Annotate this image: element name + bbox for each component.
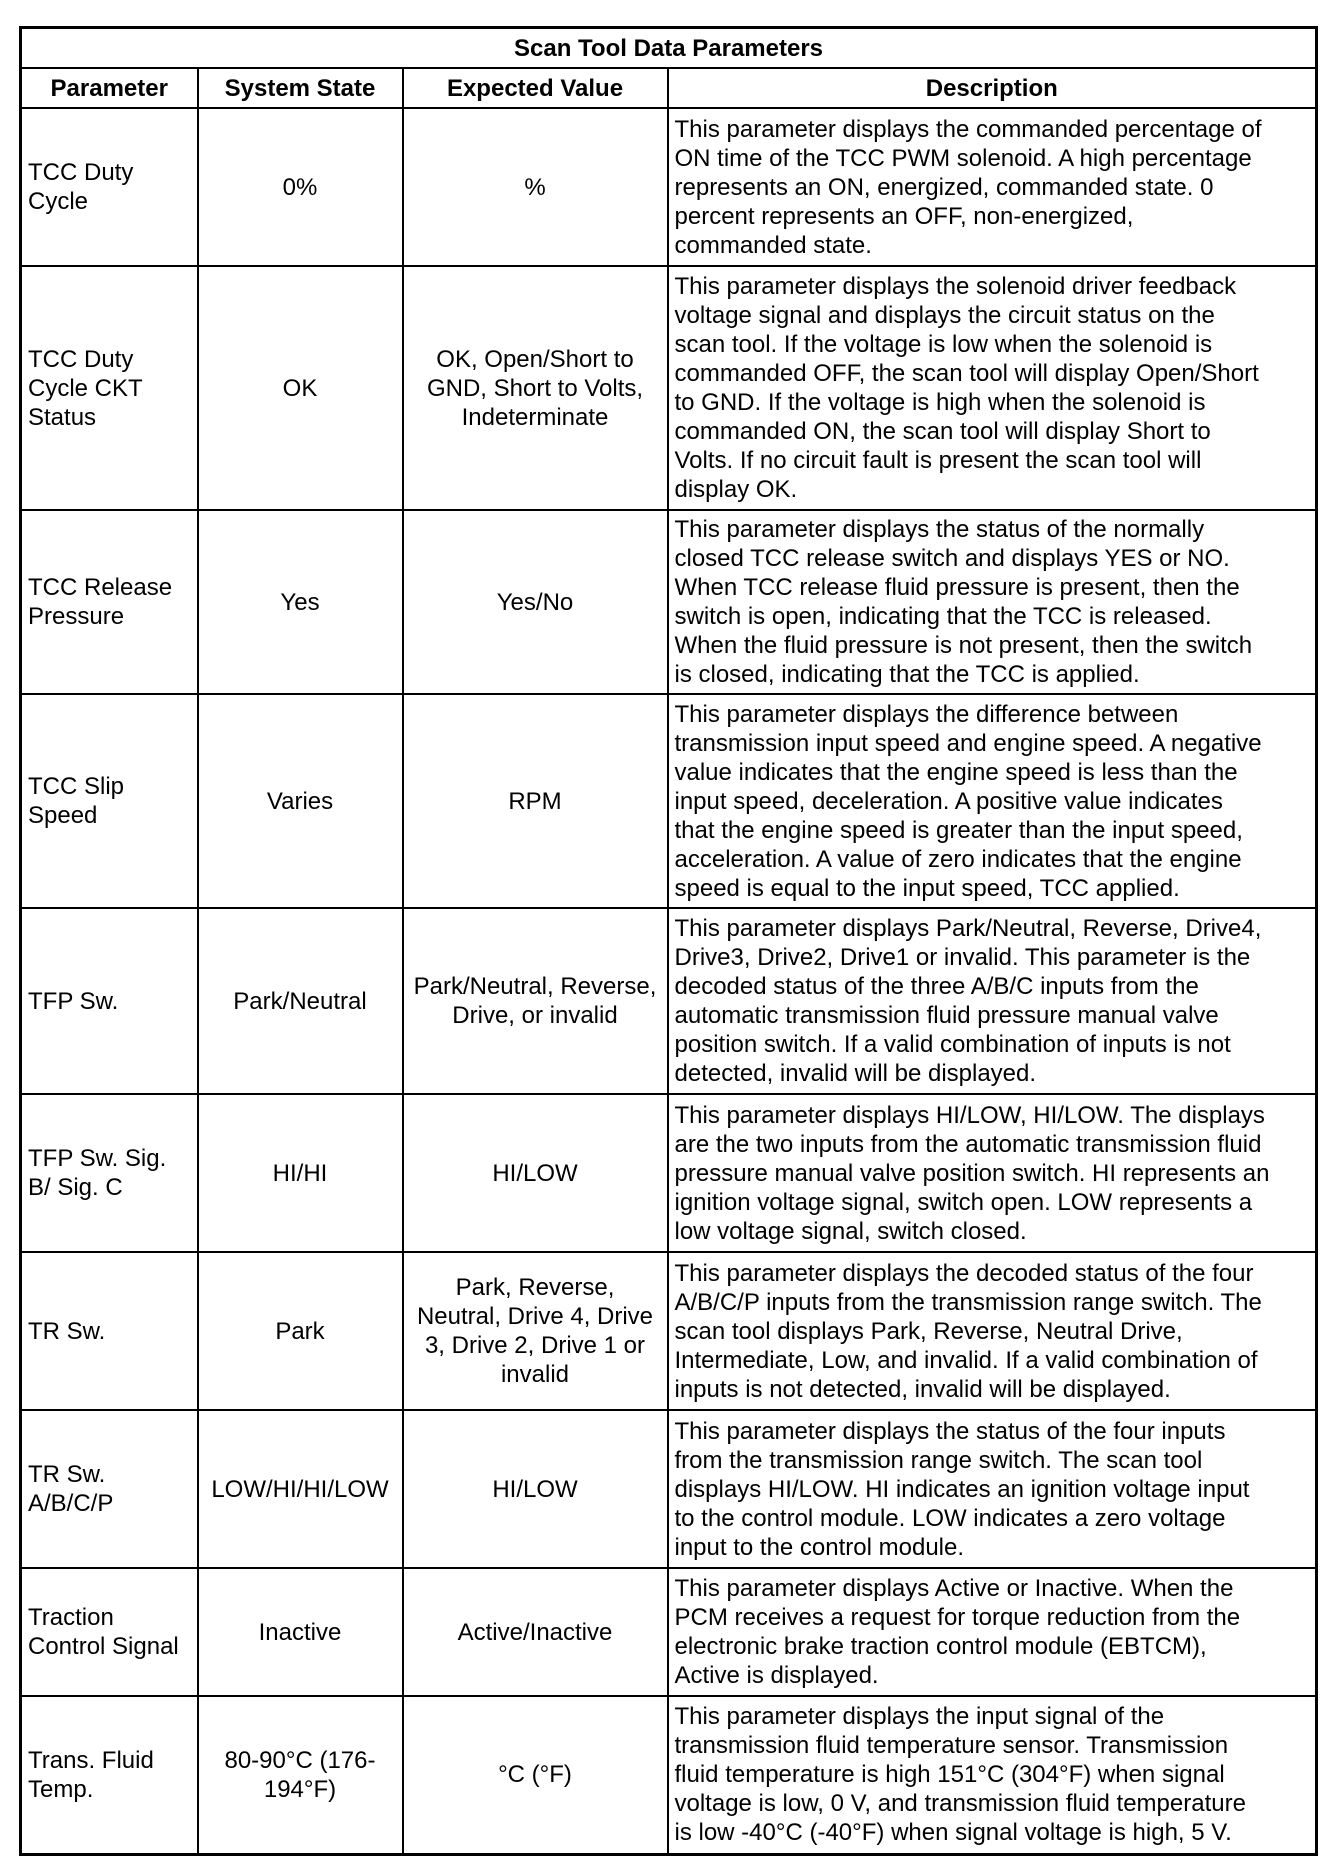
parameter-cell: [21, 1696, 198, 1854]
table-row: [21, 908, 1317, 1094]
parameter-cell: [21, 510, 198, 694]
parameter-cell: [21, 108, 198, 266]
description-cell: [668, 510, 1317, 694]
parameter-cell: [21, 1568, 198, 1696]
table-row: [21, 1252, 1317, 1410]
table-row: [21, 510, 1317, 694]
expected-value-cell: [403, 908, 668, 1094]
description-cell: [668, 1094, 1317, 1252]
system-state-cell: [198, 694, 403, 908]
expected-value-cell: [403, 694, 668, 908]
parameter-text: TFP Sw.: [28, 987, 119, 1015]
description-cell: [668, 1410, 1317, 1568]
expected-value-cell: [403, 1696, 668, 1854]
system-state-cell: [198, 1696, 403, 1854]
description-cell: [668, 108, 1317, 266]
description-cell: [668, 266, 1317, 510]
description-cell: [668, 1696, 1317, 1854]
system-state-cell: [198, 108, 403, 266]
expected-value-cell: [403, 510, 668, 694]
scan-tool-data-table: [19, 26, 1318, 1856]
parameter-cell: [21, 1094, 198, 1252]
expected-value-text: HI/LOW: [492, 1159, 578, 1187]
parameter-text: TR Sw.: [28, 1317, 106, 1345]
description-text: This parameter displays the commanded percentage of ON time of the TCC PWM solenoid. A high percentage represents an ON, energized, commanded state. 0 percent represents an OFF, non-energized, commanded state.: [674, 115, 1262, 259]
parameter-text: TCC Duty Cycle: [28, 159, 134, 215]
system-state-text: 0%: [282, 173, 318, 201]
table-row: [21, 1696, 1317, 1854]
parameter-cell: [21, 1410, 198, 1568]
system-state-cell: [198, 1410, 403, 1568]
table-row: [21, 266, 1317, 510]
system-state-text: Inactive: [258, 1618, 342, 1646]
system-state-text: HI/HI: [272, 1159, 328, 1187]
description-text: This parameter displays Park/Neutral, Reverse, Drive4, Drive3, Drive2, Drive1 or invalid. This parameter is the decoded status of the three A/B/C inputs from the automatic transmission fluid pressure manual valve position switch. If a valid combination of inputs is not detected, invalid will be displayed.: [674, 915, 1262, 1087]
description-cell: [668, 694, 1317, 908]
description-cell: [668, 1252, 1317, 1410]
parameter-text: Trans. Fluid Temp.: [28, 1746, 154, 1803]
table-title: Scan Tool Data Parameters: [21, 28, 1317, 69]
header-parameter: Parameter: [21, 68, 198, 108]
description-cell: [668, 908, 1317, 1094]
parameter-text: TFP Sw. Sig. B/ Sig. C: [28, 1145, 167, 1201]
table-row: [21, 108, 1317, 266]
system-state-cell: [198, 1252, 403, 1410]
table-row: [21, 694, 1317, 908]
description-text: This parameter displays the status of the normally closed TCC release switch and displays YES or NO. When TCC release fluid pressure is present, then the switch is open, indicating that the TCC is released. When the fluid pressure is not present, then the switch is closed, indicating that the TCC is applied.: [674, 516, 1253, 688]
description-cell: [668, 1568, 1317, 1696]
expected-value-text: Yes/No: [496, 588, 574, 616]
expected-value-cell: [403, 266, 668, 510]
description-text: This parameter displays the solenoid driver feedback voltage signal and displays the circuit status on the scan tool. If the voltage is low when the solenoid is commanded OFF, the scan tool will display Open/Short to GND. If the voltage is high when the solenoid is commanded ON, the scan tool will display Short to Volts. If no circuit fault is present the scan tool will display OK.: [674, 273, 1259, 503]
expected-value-cell: [403, 1568, 668, 1696]
system-state-text: Park: [275, 1317, 325, 1345]
expected-value-cell: [403, 1252, 668, 1410]
system-state-text: 80-90°C (176- 194°F): [224, 1746, 376, 1803]
table-title-row: [21, 28, 1317, 69]
description-text: This parameter displays the decoded status of the four A/B/C/P inputs from the transmission range switch. The scan tool displays Park, Reverse, Neutral Drive, Intermediate, Low, and invalid. If a valid combination of inputs is not detected, invalid will be displayed.: [674, 1259, 1262, 1403]
expected-value-text: Park/Neutral, Reverse, Drive, or invalid: [413, 973, 657, 1029]
expected-value-text: RPM: [508, 787, 562, 815]
parameter-text: TCC Slip Speed: [28, 773, 125, 829]
system-state-cell: [198, 1094, 403, 1252]
system-state-cell: [198, 908, 403, 1094]
table-row: [21, 1094, 1317, 1252]
table-row: [21, 1410, 1317, 1568]
expected-value-text: OK, Open/Short to GND, Short to Volts, Indeterminate: [426, 345, 644, 431]
parameter-cell: [21, 908, 198, 1094]
description-text: This parameter displays the input signal of the transmission fluid temperature sensor. Transmission fluid temperature is high 151°C (304°F) when signal voltage is low, 0 V, and transmission fluid temperature is low -40°C (-40°F) when signal voltage is high, 5 V.: [674, 1703, 1246, 1847]
system-state-text: Varies: [266, 787, 334, 815]
system-state-text: Park/Neutral: [233, 987, 367, 1015]
parameter-cell: [21, 266, 198, 510]
expected-value-text: Park, Reverse, Neutral, Drive 4, Drive 3, Drive 2, Drive 1 or invalid: [416, 1274, 654, 1388]
parameter-text: TR Sw. A/B/C/P: [28, 1461, 114, 1517]
expected-value-text: HI/LOW: [492, 1475, 578, 1503]
expected-value-cell: [403, 1410, 668, 1568]
description-text: This parameter displays the status of the four inputs from the transmission range switch. The scan tool displays HI/LOW. HI indicates an ignition voltage input to the control module. LOW indicates a zero voltage input to the control module.: [674, 1417, 1250, 1561]
system-state-cell: [198, 510, 403, 694]
header-description: Description: [668, 68, 1317, 108]
parameter-text: TCC Release Pressure: [28, 574, 173, 630]
expected-value-text: Active/Inactive: [457, 1618, 613, 1646]
expected-value-cell: [403, 1094, 668, 1252]
system-state-text: LOW/HI/HI/LOW: [211, 1475, 389, 1503]
description-text: This parameter displays Active or Inactive. When the PCM receives a request for torque reduction from the electronic brake traction control module (EBTCM), Active is displayed.: [674, 1575, 1241, 1689]
table-header-row: [21, 68, 1317, 108]
description-text: This parameter displays the difference between transmission input speed and engine speed. A negative value indicates that the engine speed is less than the input speed, deceleration. A positive value indicates that the engine speed is greater than the input speed, acceleration. A value of zero indicates that the engine speed is equal to the input speed, TCC applied.: [674, 700, 1262, 902]
system-state-text: Yes: [280, 588, 320, 616]
parameter-text: TCC Duty Cycle CKT Status: [28, 345, 143, 431]
expected-value-text: %: [524, 173, 546, 201]
parameter-cell: [21, 694, 198, 908]
parameter-text: Traction Control Signal: [28, 1604, 179, 1660]
description-text: This parameter displays HI/LOW, HI/LOW. The displays are the two inputs from the automatic transmission fluid pressure manual valve position switch. HI represents an ignition voltage signal, switch open. LOW represents a low voltage signal, switch closed.: [674, 1101, 1270, 1245]
parameter-cell: [21, 1252, 198, 1410]
header-system-state: System State: [198, 68, 403, 108]
system-state-cell: [198, 266, 403, 510]
system-state-cell: [198, 1568, 403, 1696]
table-row: [21, 1568, 1317, 1696]
expected-value-text: °C (°F): [498, 1761, 572, 1789]
expected-value-cell: [403, 108, 668, 266]
system-state-text: OK: [282, 374, 318, 402]
header-expected-value: Expected Value: [403, 68, 668, 108]
